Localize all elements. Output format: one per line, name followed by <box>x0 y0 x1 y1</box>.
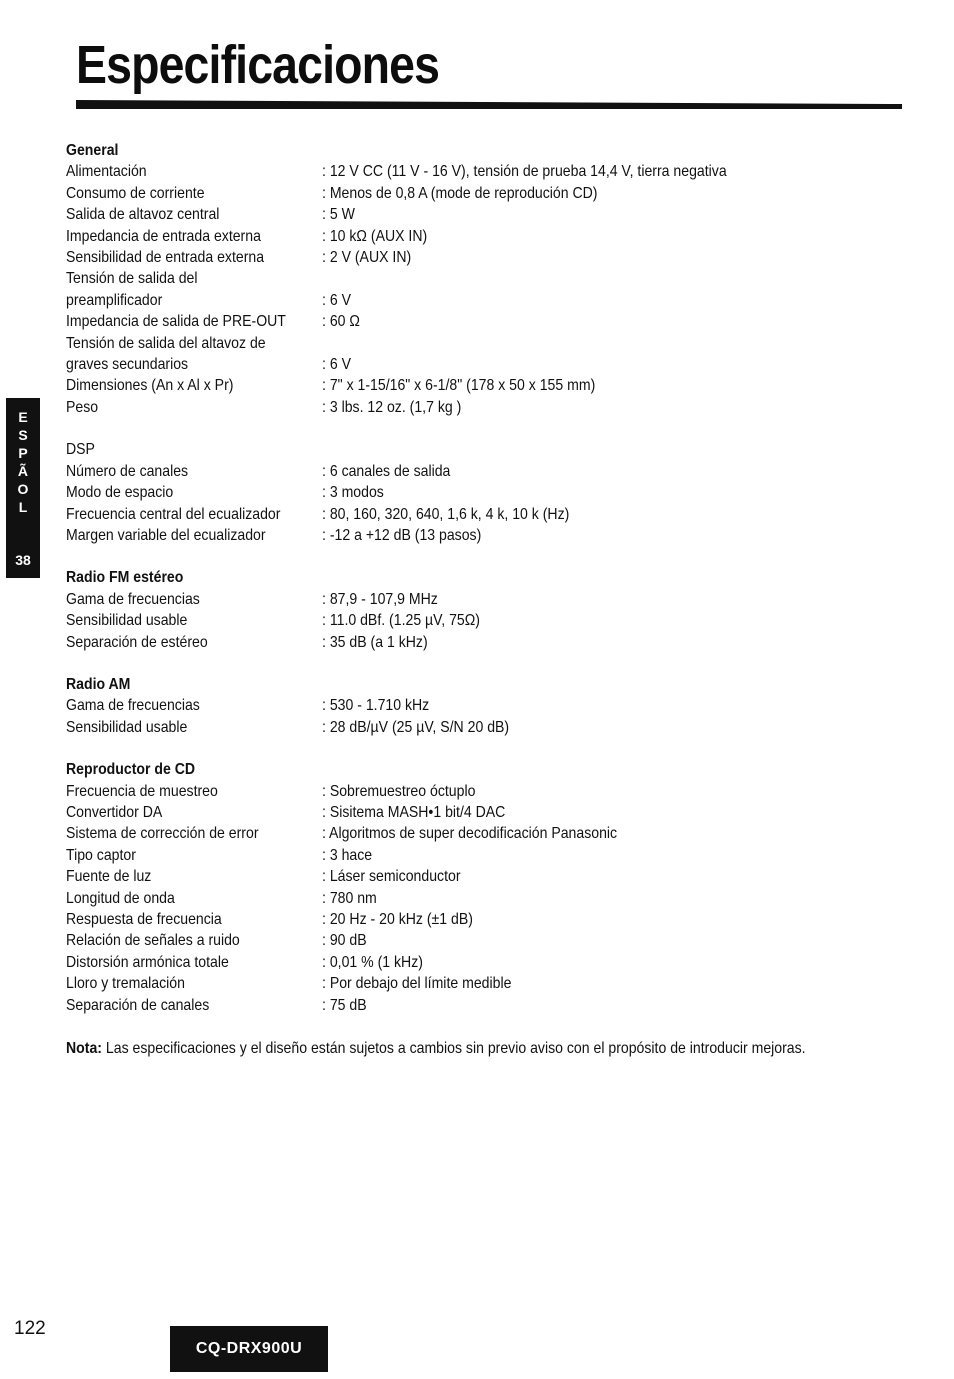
spec-label: Frecuencia de muestreo <box>66 782 218 800</box>
spec-row <box>66 333 906 354</box>
spec-row <box>66 973 906 994</box>
spec-section <box>66 674 906 738</box>
spec-row <box>66 695 906 716</box>
spec-label: Respuesta de frecuencia <box>66 911 222 928</box>
spec-row <box>66 204 906 225</box>
spec-row <box>66 397 906 418</box>
spec-row <box>66 482 906 503</box>
spec-row <box>66 717 906 738</box>
language-tab-letter: P <box>18 445 28 461</box>
language-tab-letter: L <box>18 499 28 515</box>
spec-value: : -12 a +12 dB (13 pasos) <box>322 526 482 544</box>
spec-label: Sistema de corrección de error <box>66 825 259 843</box>
spec-value: : 12 V CC (11 V - 16 V), tensión de prueba 14,4 V, tierra negativa <box>322 163 727 181</box>
spec-section <box>66 140 906 418</box>
spec-value: : 3 hace <box>322 846 373 864</box>
section-title: Reproductor de CD <box>66 761 196 779</box>
section-title: Radio FM estéreo <box>66 569 184 587</box>
spec-label: Gama de frecuencias <box>66 697 200 715</box>
spec-row <box>66 589 906 610</box>
spec-label: Dimensiones (An x Al x Pr) <box>66 377 234 395</box>
page-title: Especificaciones <box>76 35 440 95</box>
spec-row <box>66 781 906 802</box>
section-title: General <box>66 142 119 159</box>
spec-value: : 530 - 1.710 kHz <box>322 697 430 715</box>
spec-row <box>66 504 906 525</box>
spec-row <box>66 290 906 311</box>
spec-value: : 20 Hz - 20 kHz (±1 dB) <box>322 911 473 928</box>
language-tab-letter: E <box>18 409 28 425</box>
spec-value: : Sobremuestreo óctuplo <box>322 782 476 800</box>
spec-label: preamplificador <box>66 291 163 309</box>
spec-label: Número de canales <box>66 462 189 480</box>
spec-label: Peso <box>66 398 99 416</box>
spec-row <box>66 375 906 396</box>
note-label: Nota: <box>66 1040 102 1057</box>
spec-row <box>66 995 906 1016</box>
model-badge: CQ-DRX900U <box>170 1326 328 1372</box>
spec-value: : 87,9 - 107,9 MHz <box>322 590 438 608</box>
spec-value: : 6 canales de salida <box>322 462 451 480</box>
language-tab-letter: S <box>18 427 28 443</box>
spec-row <box>66 909 906 930</box>
spec-value: : Láser semiconductor <box>322 868 461 886</box>
spec-value: : Sisitema MASH•1 bit/4 DAC <box>322 803 506 821</box>
spec-label: Tensión de salida del <box>66 270 198 288</box>
spec-label: Sensibilidad usable <box>66 612 188 630</box>
spec-label: Impedancia de salida de PRE-OUT <box>66 313 286 331</box>
spec-value: : 60 Ω <box>322 313 360 331</box>
spec-label: Modo de espacio <box>66 484 174 502</box>
specifications-list <box>66 140 906 1037</box>
spec-label: Salida de altavoz central <box>66 206 220 224</box>
spec-row <box>66 354 906 375</box>
spec-label: Longitud de onda <box>66 889 175 907</box>
spec-label: Fuente de luz <box>66 868 152 886</box>
page-number: 122 <box>14 1318 46 1339</box>
spec-label: Tensión de salida del altavoz de <box>66 334 266 352</box>
title-underline <box>76 100 902 109</box>
spec-value: : 28 dB/µV (25 µV, S/N 20 dB) <box>322 718 510 736</box>
spec-label: Sensibilidad usable <box>66 718 188 736</box>
spec-value: : 11.0 dBf. (1.25 µV, 75Ω) <box>322 612 480 630</box>
spec-value <box>322 268 836 289</box>
spec-value: : 80, 160, 320, 640, 1,6 k, 4 k, 10 k (Hz) <box>322 505 570 523</box>
spec-row <box>66 802 906 823</box>
spec-value: : 3 modos <box>322 484 384 502</box>
spec-row <box>66 823 906 844</box>
spec-row <box>66 247 906 268</box>
spec-row <box>66 311 906 332</box>
spec-label: Relación de señales a ruido <box>66 932 240 950</box>
language-tab-letters <box>18 408 29 516</box>
spec-value <box>322 333 836 354</box>
spec-row <box>66 845 906 866</box>
spec-value: : 90 dB <box>322 932 367 950</box>
spec-value: : 6 V <box>322 291 351 309</box>
spec-row <box>66 930 906 951</box>
spec-value: : Menos de 0,8 A (mode de reprodución CD) <box>322 184 598 202</box>
section-page-number: 38 <box>15 552 31 568</box>
spec-row <box>66 888 906 909</box>
language-side-tab <box>6 398 40 578</box>
spec-row <box>66 525 906 546</box>
note <box>66 1038 805 1060</box>
spec-label: Impedancia de entrada externa <box>66 227 261 245</box>
spec-label: Separación de estéreo <box>66 633 208 651</box>
spec-value: : 6 V <box>322 356 351 374</box>
spec-row <box>66 610 906 631</box>
spec-label: Consumo de corriente <box>66 184 205 202</box>
spec-section <box>66 759 906 1016</box>
spec-label: Separación de canales <box>66 996 210 1014</box>
spec-row <box>66 268 906 289</box>
spec-value: : 780 nm <box>322 889 377 907</box>
spec-row <box>66 183 906 204</box>
spec-row <box>66 439 906 460</box>
spec-label: Distorsión armónica totale <box>66 953 229 971</box>
spec-value: : 0,01 % (1 kHz) <box>322 953 423 971</box>
spec-value: : Algoritmos de super decodificación Panasonic <box>322 825 618 843</box>
spec-label: graves secundarios <box>66 356 189 374</box>
spec-value: : Por debajo del límite medible <box>322 975 512 993</box>
spec-section <box>66 439 906 546</box>
spec-label: Gama de frecuencias <box>66 590 200 608</box>
spec-value: : 10 kΩ (AUX IN) <box>322 227 428 245</box>
spec-row <box>66 461 906 482</box>
spec-value <box>322 439 836 460</box>
spec-label: DSP <box>66 441 95 459</box>
spec-row <box>66 632 906 653</box>
spec-section <box>66 567 906 653</box>
spec-label: Alimentación <box>66 163 147 181</box>
language-tab-letter: O <box>17 481 29 497</box>
spec-value: : 35 dB (a 1 kHz) <box>322 633 428 651</box>
spec-row <box>66 226 906 247</box>
spec-label: Convertidor DA <box>66 803 163 821</box>
spec-value: : 75 dB <box>322 996 367 1014</box>
spec-label: Margen variable del ecualizador <box>66 526 266 544</box>
spec-label: Frecuencia central del ecualizador <box>66 505 281 523</box>
section-title: Radio AM <box>66 675 131 693</box>
spec-row <box>66 952 906 973</box>
spec-label: Lloro y tremalación <box>66 975 185 993</box>
spec-row <box>66 161 906 182</box>
spec-value: : 2 V (AUX IN) <box>322 249 412 267</box>
spec-row <box>66 866 906 887</box>
spec-value: : 3 lbs. 12 oz. (1,7 kg ) <box>322 398 462 416</box>
spec-label: Sensibilidad de entrada externa <box>66 249 265 267</box>
spec-label: Tipo captor <box>66 846 136 864</box>
note-text: Las especificaciones y el diseño están sujetos a cambios sin previo aviso con el propósito de introducir mejoras. <box>105 1040 806 1057</box>
spec-value: : 7" x 1-15/16" x 6-1/8" (178 x 50 x 155 mm) <box>322 377 596 395</box>
spec-value: : 5 W <box>322 206 355 224</box>
language-tab-letter: Ã <box>17 463 29 479</box>
